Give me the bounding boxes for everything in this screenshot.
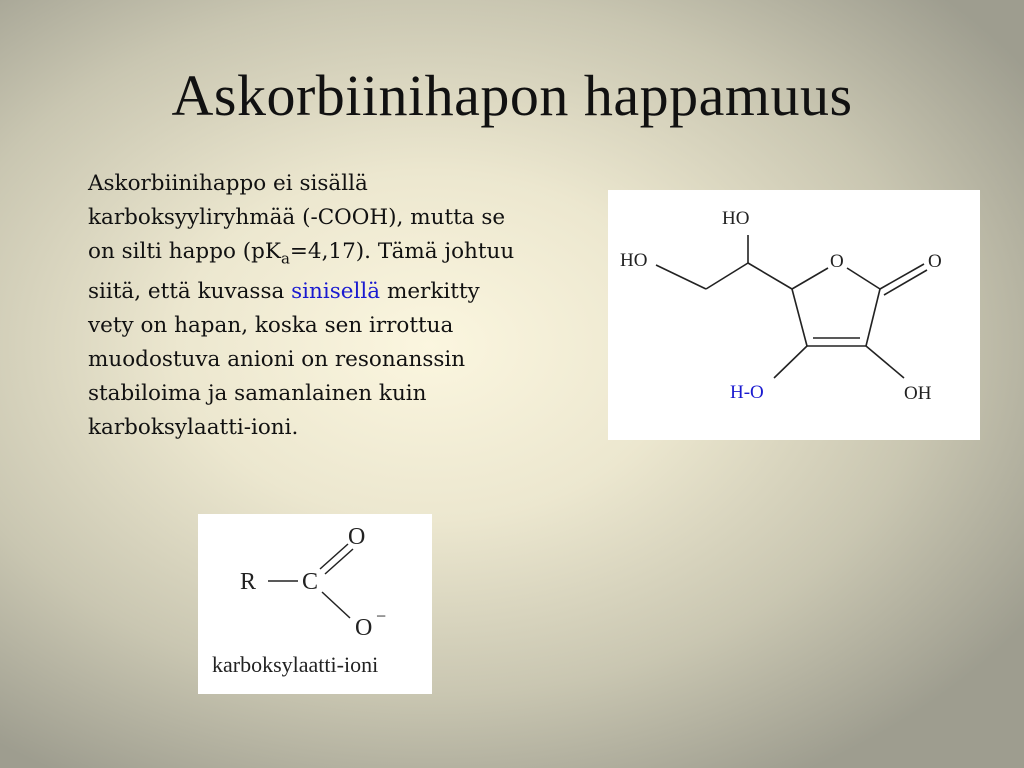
paragraph-line: karboksylaatti-ioni. [88,415,299,441]
label-c: C [302,569,319,595]
paragraph-line: Askorbiinihappo ei sisällä [88,171,368,196]
label-o-top: O [348,524,366,550]
label-negative-charge: − [376,606,387,626]
label-o-bottom: O [355,615,373,641]
slide-title: Askorbiinihapon happamuus [171,63,853,128]
label-acidic-h-o: H-O [730,382,764,403]
paragraph-text: =4,17). Tämä johtuu [289,239,515,264]
ascorbic-acid-diagram [608,190,980,440]
paragraph-line [88,235,588,275]
paragraph-line: karboksyyliryhmää (-COOH), mutta se [88,205,506,230]
body-paragraph [88,167,588,445]
highlighted-word: sinisellä [291,279,381,305]
paragraph-line: muodostuva anioni on resonanssin [88,347,466,373]
paragraph-text: merkitty [380,279,480,305]
ascorbic-acid-structure [608,190,980,440]
label-r: R [240,569,257,595]
paragraph-line [88,275,588,309]
label-ho-top: HO [722,208,750,229]
carboxylate-diagram [198,514,432,694]
label-carbonyl-oxygen: O [928,251,942,272]
paragraph-line: stabiloima ja samanlainen kuin [88,381,427,407]
carboxylate-structure [198,514,432,694]
paragraph-text: siitä, että kuvassa [88,279,292,305]
paragraph-text: on silti happo (pK [88,239,281,264]
label-ho-left: HO [620,250,648,271]
label-ring-oxygen: O [830,251,844,272]
pka-subscript: a [280,249,290,268]
label-oh: OH [904,383,932,404]
paragraph-line: vety on hapan, koska sen irrottua [88,313,454,339]
carboxylate-caption: karboksylaatti-ioni [212,652,379,677]
